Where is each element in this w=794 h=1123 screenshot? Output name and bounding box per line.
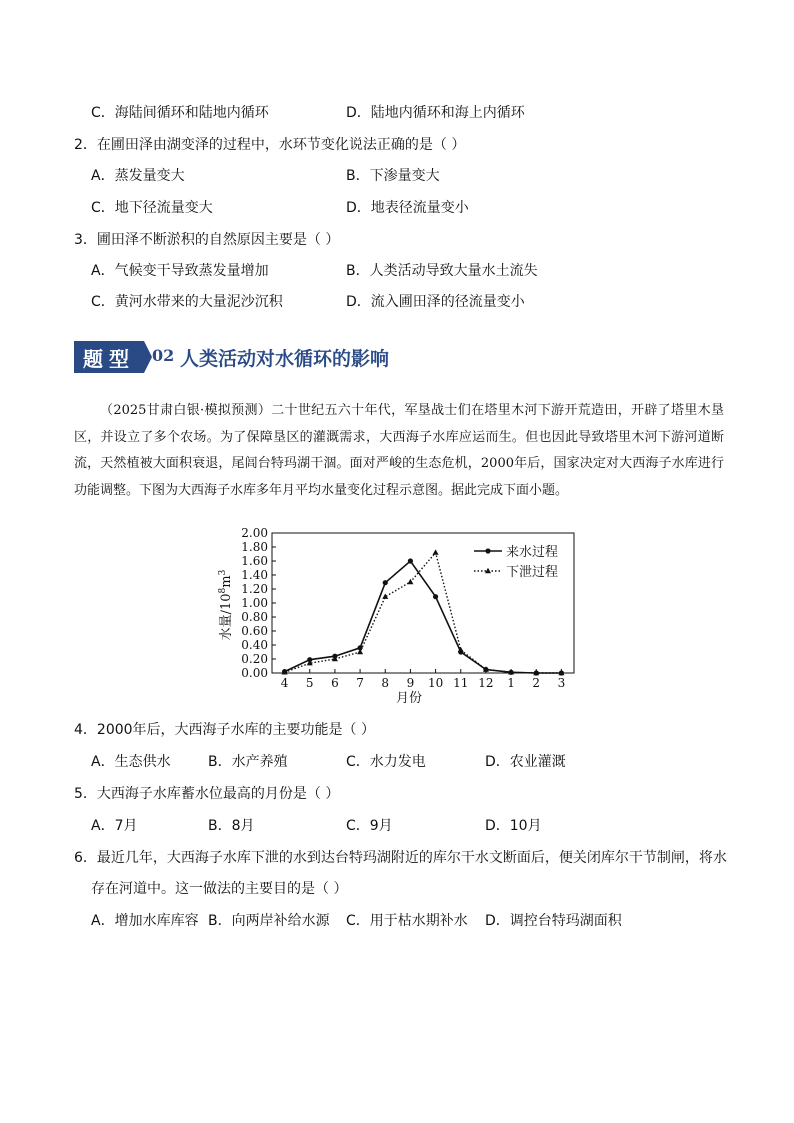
q2-option-b: B．下渗量变大 bbox=[346, 168, 440, 184]
x-tick-label: 4 bbox=[280, 676, 289, 690]
y-tick-label: 0.80 bbox=[241, 610, 268, 624]
series-1-point bbox=[408, 558, 413, 563]
q4-stem: 4．2000年后，大西海子水库的主要功能是（ ） bbox=[74, 722, 375, 738]
q5-option-b: B．8月 bbox=[208, 818, 255, 834]
q2-option-c: C．地下径流量变大 bbox=[91, 200, 213, 216]
x-tick-label: 6 bbox=[331, 676, 339, 690]
legend-label-1: 来水过程 bbox=[506, 545, 559, 560]
x-tick-label: 2 bbox=[532, 676, 541, 690]
y-axis-label bbox=[218, 569, 234, 640]
y-axis-label-part: m bbox=[219, 575, 234, 588]
q6-option-d: D．调控台特玛湖面积 bbox=[485, 913, 622, 929]
q4-option-a: A．生态供水 bbox=[91, 754, 171, 770]
y-tick-label: 1.20 bbox=[241, 582, 268, 596]
y-tick-label: 0.20 bbox=[241, 652, 268, 666]
q3-option-d: D．流入圃田泽的径流量变小 bbox=[346, 294, 525, 310]
q4-option-c: C．水力发电 bbox=[346, 754, 426, 770]
q2-option-d: D．地表径流量变小 bbox=[346, 200, 469, 216]
x-tick-label: 1 bbox=[507, 676, 515, 690]
series-2-point bbox=[407, 579, 413, 584]
y-tick-label: 1.00 bbox=[241, 596, 268, 610]
q5-option-d: D．10月 bbox=[485, 818, 542, 834]
y-tick-label: 1.80 bbox=[241, 540, 268, 554]
legend-marker-1 bbox=[485, 548, 490, 553]
series-2-point bbox=[433, 549, 439, 554]
section-banner bbox=[74, 341, 390, 373]
y-tick-label: 0.60 bbox=[241, 624, 268, 638]
section-badge-arrow bbox=[144, 341, 152, 373]
x-tick-label: 9 bbox=[406, 676, 415, 690]
x-tick-label: 8 bbox=[381, 676, 390, 690]
q4-option-b: B．水产养殖 bbox=[208, 754, 288, 770]
series-2-point bbox=[357, 649, 363, 654]
q3-stem: 3．圃田泽不断淤积的自然原因主要是（ ） bbox=[74, 232, 340, 248]
x-tick-label: 5 bbox=[305, 676, 314, 690]
y-tick-label: 0.00 bbox=[241, 666, 268, 680]
water-volume-chart bbox=[212, 525, 587, 707]
q2-stem: 2．在圃田泽由湖变泽的过程中，水环节变化说法正确的是（ ） bbox=[74, 137, 466, 153]
q6-option-b: B．向两岸补给水源 bbox=[208, 913, 330, 929]
q5-option-c: C．9月 bbox=[346, 818, 393, 834]
x-tick-label: 10 bbox=[427, 676, 444, 690]
x-tick-label: 11 bbox=[453, 676, 469, 690]
y-axis-label-exponent: 8 bbox=[218, 587, 228, 594]
x-axis-label: 月份 bbox=[395, 691, 423, 706]
q3-option-b: B．人类活动导致大量水土流失 bbox=[346, 263, 538, 279]
q6-option-a: A．增加水库库容 bbox=[91, 913, 199, 929]
y-axis-label-part: /10 bbox=[219, 593, 234, 615]
q6-stem-line2: 存在河道中。这一做法的主要目的是（ ） bbox=[91, 881, 348, 897]
q1-option-c: C．海陆间循环和陆地内循环 bbox=[91, 105, 269, 121]
x-tick-label: 12 bbox=[478, 676, 494, 690]
q5-stem: 5．大西海子水库蓄水位最高的月份是（ ） bbox=[74, 786, 340, 802]
x-tick-label: 7 bbox=[356, 676, 364, 690]
section-badge: 题型 bbox=[74, 341, 144, 373]
material-paragraph: （2025甘肃白银·模拟预测）二十世纪五六十年代，军垦战士们在塔里木河下游开荒造田，开辟了塔里木垦区，并设立了多个农场。为了保障垦区的灌溉需求，大西海子水库应运而生。但也因此导致塔里木河下游河道断流，天然植被大面积衰退，尾闾台特玛湖干涸。面对严峻的生态危机，2000年后，国家决定对大西海子水库进行功能调整。下图为大西海子水库多年月平均水量变化过程示意图。据此完成下面小题。 bbox=[74, 403, 724, 498]
y-tick-label: 1.60 bbox=[241, 554, 268, 568]
q2-option-a: A．蒸发量变大 bbox=[91, 168, 185, 184]
section-title: 人类活动对水循环的影响 bbox=[180, 348, 390, 370]
q5-option-a: A．7月 bbox=[91, 818, 138, 834]
y-tick-label: 1.40 bbox=[241, 568, 268, 582]
q3-option-c: C．黄河水带来的大量泥沙沉积 bbox=[91, 294, 283, 310]
series-1-point bbox=[383, 580, 388, 585]
q6-option-c: C．用于枯水期补水 bbox=[346, 913, 468, 929]
q6-stem-line1: 6．最近几年，大西海子水库下泄的水到达台特玛湖附近的库尔干水文断面后，便关闭库尔干节制闸，将水 bbox=[74, 850, 727, 866]
x-tick-label: 3 bbox=[557, 676, 566, 690]
section-number: 02 bbox=[152, 346, 175, 365]
q3-option-a: A．气候变干导致蒸发量增加 bbox=[91, 263, 269, 279]
y-axis-label-exponent: 3 bbox=[218, 569, 228, 576]
q1-option-d: D．陆地内循环和海上内循环 bbox=[346, 105, 525, 121]
q4-option-d: D．农业灌溉 bbox=[485, 754, 566, 770]
y-tick-label: 2.00 bbox=[241, 526, 268, 540]
y-axis-label-part: 水量 bbox=[219, 614, 234, 641]
series-1-point bbox=[433, 594, 438, 599]
legend-label-2: 下泄过程 bbox=[506, 565, 559, 580]
y-tick-label: 0.40 bbox=[241, 638, 268, 652]
